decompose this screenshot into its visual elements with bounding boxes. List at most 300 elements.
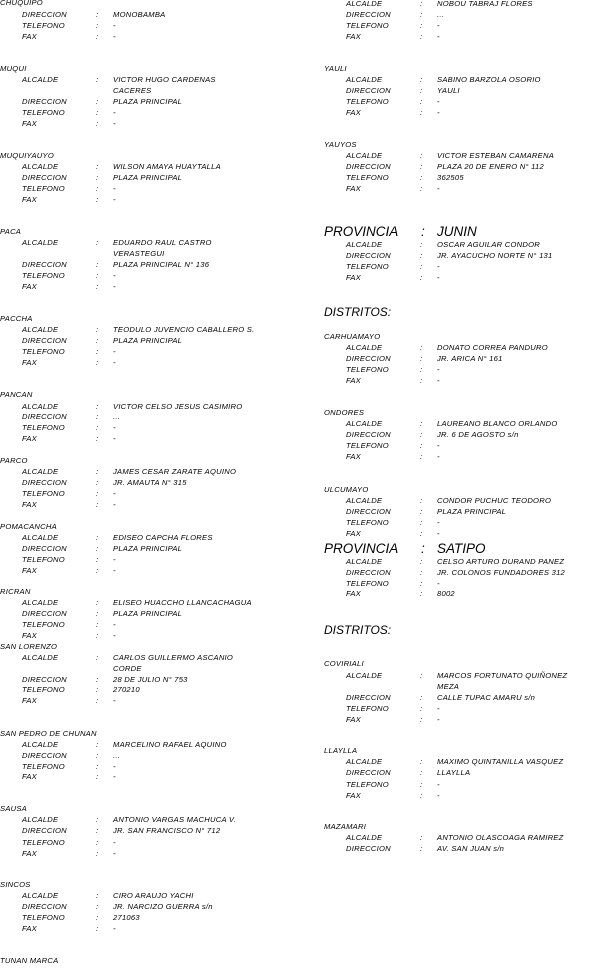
field-separator: :	[420, 791, 423, 800]
entry-row	[324, 529, 602, 539]
field-separator: :	[96, 75, 99, 84]
field-separator: :	[96, 195, 99, 204]
district-name: POMACANCHA	[0, 522, 57, 531]
field-separator: :	[96, 772, 99, 781]
field-value: MARCOS FORTUNATO QUIÑONEZ	[437, 671, 568, 680]
field-label: TELEFONO	[22, 108, 65, 117]
field-value: -	[113, 423, 116, 432]
entry-row	[324, 518, 602, 528]
field-separator: :	[420, 496, 423, 505]
field-label: ALCALDE	[346, 151, 383, 160]
entry-row	[324, 430, 602, 440]
field-separator: :	[96, 32, 99, 41]
field-separator: :	[420, 343, 423, 352]
field-value: CARLOS GUILLERMO ASCANIO	[113, 653, 234, 662]
field-value: -	[437, 262, 440, 271]
province-name: JUNIN	[437, 224, 477, 239]
field-label: ALCALDE	[22, 533, 59, 542]
field-value: -	[437, 791, 440, 800]
field-separator: :	[96, 838, 99, 847]
field-separator: :	[96, 21, 99, 30]
entry-row	[0, 664, 300, 674]
field-label: TELEFONO	[22, 347, 65, 356]
entry-row	[324, 376, 602, 386]
field-value: -	[113, 762, 116, 771]
field-value: 270210	[113, 685, 140, 694]
field-separator: :	[96, 913, 99, 922]
field-label: FAX	[22, 32, 37, 41]
field-value: 28 DE JULIO N° 753	[113, 675, 188, 684]
field-value: PLAZA PRINCIPAL	[113, 336, 183, 345]
field-value: MEZA	[437, 682, 460, 691]
field-separator: :	[420, 419, 423, 428]
field-value: AV. SAN JUAN s/n	[437, 844, 505, 853]
field-separator: :	[96, 119, 99, 128]
entry-row	[324, 557, 602, 567]
field-label: DIRECCION	[346, 162, 391, 171]
entry-row	[324, 419, 602, 429]
field-label: ALCALDE	[22, 75, 59, 84]
field-value: -	[437, 376, 440, 385]
field-value: 362505	[437, 173, 464, 182]
field-value: OSCAR AGUILAR CONDOR	[437, 240, 541, 249]
field-value: CALLE TUPAC AMARU s/n	[437, 693, 536, 702]
field-separator: :	[96, 653, 99, 662]
entry-row	[0, 815, 300, 825]
entry-row	[324, 251, 602, 261]
field-value: ...	[113, 412, 121, 421]
field-label: ALCALDE	[22, 467, 59, 476]
field-separator: :	[420, 86, 423, 95]
district-name: SAN PEDRO DE CHUNAN	[0, 729, 97, 738]
field-value: JR. 6 DE AGOSTO s/n	[437, 430, 519, 439]
field-separator: :	[420, 507, 423, 516]
field-value: CORDE	[113, 664, 142, 673]
field-value: VICTOR HUGO CARDENAS	[113, 75, 216, 84]
field-label: TELEFONO	[346, 21, 389, 30]
entry-row	[324, 780, 602, 790]
entry-row	[324, 86, 602, 96]
field-value: PLAZA 20 DE ENERO N° 112	[437, 162, 544, 171]
entry-row	[324, 75, 602, 85]
field-separator: :	[96, 815, 99, 824]
field-label: TELEFONO	[22, 489, 65, 498]
field-separator: :	[420, 844, 423, 853]
field-separator: :	[420, 671, 423, 680]
field-separator: :	[96, 108, 99, 117]
field-label: FAX	[22, 849, 37, 858]
field-separator: :	[96, 282, 99, 291]
field-separator: :	[96, 740, 99, 749]
field-label: ALCALDE	[346, 75, 383, 84]
field-value: -	[437, 452, 440, 461]
district-name: COVIRIALI	[324, 659, 364, 668]
field-separator: :	[420, 441, 423, 450]
entry-row	[0, 891, 300, 901]
entry-row	[324, 343, 602, 353]
field-value: -	[113, 119, 116, 128]
field-separator: :	[420, 757, 423, 766]
field-separator: :	[420, 173, 423, 182]
entry-row	[324, 452, 602, 462]
field-label: TELEFONO	[22, 762, 65, 771]
entry-row	[0, 740, 300, 750]
field-separator: :	[96, 620, 99, 629]
field-value: ANTONIO OLASCOAGA RAMIREZ	[437, 833, 564, 842]
district-name: CARHUAMAYO	[324, 332, 381, 341]
field-value: PLAZA PRINCIPAL	[113, 544, 183, 553]
field-value: PLAZA PRINCIPAL	[437, 507, 507, 516]
field-separator: :	[96, 162, 99, 171]
field-separator: :	[96, 173, 99, 182]
field-value: -	[437, 518, 440, 527]
field-label: DIRECCION	[22, 336, 67, 345]
field-label: DIRECCION	[346, 768, 391, 777]
field-separator: :	[420, 273, 423, 282]
field-value: -	[437, 32, 440, 41]
field-separator: :	[420, 0, 423, 8]
entry-row	[324, 589, 602, 599]
field-separator: :	[96, 97, 99, 106]
field-label: DIRECCION	[346, 10, 391, 19]
entry-row	[324, 715, 602, 725]
entry-row	[0, 173, 300, 183]
entry-row	[324, 441, 602, 451]
field-label: ALCALDE	[346, 671, 383, 680]
field-separator: :	[420, 354, 423, 363]
field-label: FAX	[22, 119, 37, 128]
entry-row	[324, 108, 602, 118]
entry-row	[0, 751, 300, 761]
entry-row	[324, 579, 602, 589]
entry-row	[324, 671, 602, 681]
field-value: -	[113, 849, 116, 858]
entry-row	[0, 249, 300, 259]
field-separator: :	[420, 693, 423, 702]
field-separator: :	[420, 10, 423, 19]
field-separator: :	[96, 685, 99, 694]
field-label: FAX	[346, 791, 361, 800]
entry-row	[0, 500, 300, 510]
entry-row	[0, 108, 300, 118]
entry-row	[324, 507, 602, 517]
field-separator: :	[96, 238, 99, 247]
field-value: -	[113, 696, 116, 705]
entry-row	[0, 358, 300, 368]
field-separator: :	[96, 412, 99, 421]
field-label: ALCALDE	[22, 653, 59, 662]
field-separator: :	[96, 924, 99, 933]
entry-row	[0, 555, 300, 565]
field-value: -	[437, 704, 440, 713]
district-name: YAULI	[324, 64, 347, 73]
field-label: ALCALDE	[22, 815, 59, 824]
field-label: FAX	[346, 273, 361, 282]
field-value: CACERES	[113, 86, 152, 95]
field-value: -	[113, 195, 116, 204]
field-value: -	[113, 347, 116, 356]
entry-row	[0, 21, 300, 31]
field-label: DIRECCION	[22, 751, 67, 760]
district-name: LLAYLLA	[324, 746, 358, 755]
field-separator: :	[420, 579, 423, 588]
field-label: TELEFONO	[346, 262, 389, 271]
field-label: ALCALDE	[22, 162, 59, 171]
field-value: -	[113, 434, 116, 443]
field-label: TELEFONO	[346, 173, 389, 182]
entry-row	[0, 32, 300, 42]
field-label: FAX	[22, 696, 37, 705]
entry-row	[324, 496, 602, 506]
field-value: JR. AMAUTA N° 315	[113, 478, 187, 487]
field-label: ALCALDE	[346, 557, 383, 566]
field-value: -	[113, 21, 116, 30]
field-separator: :	[96, 260, 99, 269]
entry-row	[0, 544, 300, 554]
field-label: DIRECCION	[22, 173, 67, 182]
entry-row	[0, 762, 300, 772]
field-value: 8002	[437, 589, 455, 598]
field-label: TELEFONO	[346, 704, 389, 713]
field-value: MONOBAMBA	[113, 10, 166, 19]
district-name: YAUYOS	[324, 140, 357, 149]
district-name: SINCOS	[0, 880, 31, 889]
field-label: FAX	[346, 452, 361, 461]
entry-row	[0, 902, 300, 912]
entry-row	[324, 240, 602, 250]
entry-row	[0, 838, 300, 848]
field-value: -	[113, 108, 116, 117]
field-separator: :	[96, 902, 99, 911]
field-separator: :	[420, 833, 423, 842]
field-value: -	[113, 184, 116, 193]
field-label: FAX	[22, 282, 37, 291]
field-value: -	[437, 441, 440, 450]
distritos-heading: DISTRITOS:	[324, 305, 392, 319]
entry-row	[0, 184, 300, 194]
entry-row	[324, 354, 602, 364]
field-label: TELEFONO	[22, 685, 65, 694]
field-value: -	[437, 715, 440, 724]
entry-row	[0, 696, 300, 706]
field-value: CIRO ARAUJO YACHI	[113, 891, 194, 900]
field-value: MAXIMO QUINTANILLA VASQUEZ	[437, 757, 564, 766]
field-label: TELEFONO	[346, 441, 389, 450]
field-separator: :	[420, 97, 423, 106]
entry-row	[0, 609, 300, 619]
entry-row	[0, 336, 300, 346]
field-separator: :	[420, 768, 423, 777]
field-value: PLAZA PRINCIPAL	[113, 173, 183, 182]
province-separator: :	[421, 541, 425, 556]
entry-row	[0, 282, 300, 292]
field-value: NOBOU TABRAJ FLORES	[437, 0, 533, 8]
entry-row	[0, 325, 300, 335]
field-label: DIRECCION	[22, 412, 67, 421]
field-separator: :	[96, 434, 99, 443]
distritos-heading: DISTRITOS:	[324, 623, 392, 637]
entry-row	[324, 682, 602, 692]
field-label: TELEFONO	[346, 579, 389, 588]
district-name: MUQUI	[0, 64, 27, 73]
entry-row	[324, 833, 602, 843]
field-value: -	[113, 555, 116, 564]
field-separator: :	[96, 631, 99, 640]
field-label: ALCALDE	[22, 598, 59, 607]
field-value: YAULI	[437, 86, 460, 95]
field-label: DIRECCION	[346, 693, 391, 702]
field-value: 271063	[113, 913, 140, 922]
entry-row	[324, 184, 602, 194]
field-label: ALCALDE	[22, 238, 59, 247]
entry-row	[0, 10, 300, 20]
field-value: PLAZA PRINCIPAL	[113, 609, 183, 618]
field-label: DIRECCION	[346, 86, 391, 95]
entry-row	[0, 195, 300, 205]
field-separator: :	[96, 500, 99, 509]
field-label: DIRECCION	[22, 675, 67, 684]
field-value: -	[113, 32, 116, 41]
entry-row	[0, 86, 300, 96]
field-value: ...	[113, 751, 121, 760]
field-separator: :	[96, 751, 99, 760]
field-label: FAX	[22, 358, 37, 367]
entry-row	[324, 757, 602, 767]
field-separator: :	[420, 715, 423, 724]
district-name: PARCO	[0, 456, 28, 465]
field-value: -	[113, 620, 116, 629]
field-label: DIRECCION	[22, 260, 67, 269]
entry-row	[324, 21, 602, 31]
field-value: ANTONIO VARGAS MACHUCA V.	[113, 815, 236, 824]
province-separator: :	[421, 224, 425, 239]
field-value: VERASTEGUI	[113, 249, 165, 258]
field-separator: :	[420, 21, 423, 30]
entry-row	[0, 924, 300, 934]
field-value: ...	[437, 10, 445, 19]
field-label: ALCALDE	[346, 0, 383, 8]
entry-row	[0, 478, 300, 488]
field-label: DIRECCION	[346, 251, 391, 260]
field-label: DIRECCION	[346, 568, 391, 577]
field-separator: :	[96, 402, 99, 411]
entry-row	[0, 849, 300, 859]
field-value: LLAYLLA	[437, 768, 471, 777]
entry-row	[0, 653, 300, 663]
field-value: DONATO CORREA PANDURO	[437, 343, 548, 352]
entry-row	[0, 162, 300, 172]
field-separator: :	[420, 251, 423, 260]
field-label: DIRECCION	[346, 354, 391, 363]
field-separator: :	[420, 262, 423, 271]
field-value: -	[113, 500, 116, 509]
field-separator: :	[420, 184, 423, 193]
field-label: TELEFONO	[346, 97, 389, 106]
field-label: TELEFONO	[22, 913, 65, 922]
field-value: -	[113, 631, 116, 640]
field-value: TEODULO JUVENCIO CABALLERO S.	[113, 325, 255, 334]
entry-row	[0, 347, 300, 357]
entry-row	[0, 260, 300, 270]
field-separator: :	[420, 529, 423, 538]
field-value: EDISEO CAPCHA FLORES	[113, 533, 213, 542]
field-value: PLAZA PRINCIPAL	[113, 97, 183, 106]
field-value: JR. ARICA N° 161	[437, 354, 503, 363]
field-separator: :	[96, 762, 99, 771]
field-label: TELEFONO	[22, 620, 65, 629]
district-name: SAN LORENZO	[0, 642, 58, 651]
province-label: PROVINCIA	[324, 541, 399, 556]
field-separator: :	[420, 780, 423, 789]
field-label: ALCALDE	[22, 402, 59, 411]
entry-row	[324, 10, 602, 20]
entry-row	[0, 675, 300, 685]
entry-row	[324, 97, 602, 107]
entry-row	[0, 238, 300, 248]
field-value: -	[113, 282, 116, 291]
field-value: CELSO ARTURO DURAND PANEZ	[437, 557, 565, 566]
field-label: TELEFONO	[22, 184, 65, 193]
field-separator: :	[420, 162, 423, 171]
field-value: -	[437, 780, 440, 789]
field-value: CONDOR PUCHUC TEODORO	[437, 496, 552, 505]
field-separator: :	[420, 430, 423, 439]
district-name: RICRAN	[0, 587, 31, 596]
field-value: -	[113, 358, 116, 367]
field-separator: :	[420, 376, 423, 385]
district-name: PANCAN	[0, 390, 33, 399]
field-label: TELEFONO	[346, 780, 389, 789]
field-label: FAX	[22, 772, 37, 781]
field-label: TELEFONO	[346, 518, 389, 527]
field-label: FAX	[346, 589, 361, 598]
field-separator: :	[96, 467, 99, 476]
district-name: MAZAMARI	[324, 822, 367, 831]
entry-row	[324, 365, 602, 375]
field-separator: :	[96, 478, 99, 487]
entry-row	[0, 620, 300, 630]
field-label: TELEFONO	[22, 555, 65, 564]
entry-row	[0, 489, 300, 499]
field-value: -	[113, 271, 116, 280]
district-name: TUNAN MARCA	[0, 956, 59, 965]
field-label: ALCALDE	[22, 325, 59, 334]
field-label: ALCALDE	[346, 833, 383, 842]
field-label: ALCALDE	[346, 343, 383, 352]
field-separator: :	[96, 849, 99, 858]
entry-row	[324, 0, 602, 9]
field-separator: :	[96, 609, 99, 618]
entry-row	[0, 119, 300, 129]
field-label: DIRECCION	[22, 10, 67, 19]
field-label: FAX	[22, 566, 37, 575]
field-label: TELEFONO	[22, 423, 65, 432]
entry-row	[0, 412, 300, 422]
field-label: DIRECCION	[346, 430, 391, 439]
entry-row	[0, 598, 300, 608]
field-label: DIRECCION	[22, 97, 67, 106]
field-value: -	[113, 772, 116, 781]
field-value: LAUREANO BLANCO ORLANDO	[437, 419, 558, 428]
field-separator: :	[96, 271, 99, 280]
field-value: JR. AYACUCHO NORTE N° 131	[437, 251, 553, 260]
field-label: ALCALDE	[22, 740, 59, 749]
field-label: ALCALDE	[346, 419, 383, 428]
entry-row	[324, 151, 602, 161]
field-separator: :	[96, 489, 99, 498]
field-label: DIRECCION	[22, 902, 67, 911]
district-name: MUQUIYAUYO	[0, 151, 54, 160]
